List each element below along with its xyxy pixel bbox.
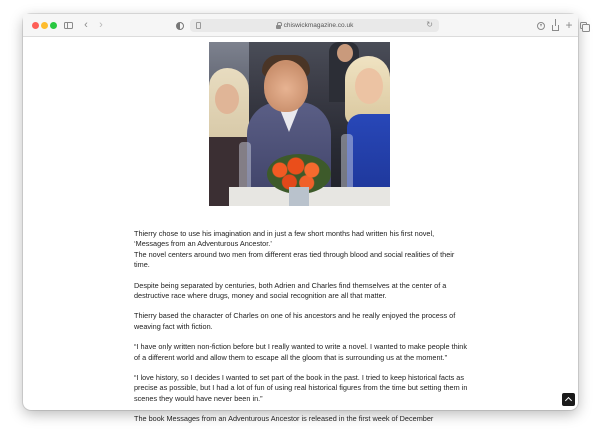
browser-toolbar [23, 14, 578, 37]
scroll-to-top-button[interactable] [562, 393, 575, 406]
article-body [134, 229, 470, 435]
lock-icon [276, 25, 281, 29]
download-icon[interactable] [536, 19, 546, 32]
plus-icon[interactable]: + [565, 18, 573, 32]
browser-window [23, 14, 578, 424]
chevron-up-icon [565, 397, 572, 404]
address-bar[interactable] [190, 19, 439, 32]
share-icon[interactable] [550, 19, 560, 32]
minimize-window-button[interactable] [41, 22, 48, 29]
reload-icon[interactable]: ↻ [426, 20, 433, 29]
article-paragraph: Despite being separated by centuries, both Adrien and Charles find themselves at the center of a destructive race where drugs, money and social recognition are all that matter. [134, 280, 447, 301]
tab-overview-icon[interactable] [578, 19, 588, 32]
article-paragraph: The book Messages from an Adventurous Ancestor is released in the first week of December [134, 414, 434, 424]
close-window-button[interactable] [32, 22, 39, 29]
url-text[interactable]: chiswickmagazine.co.uk [283, 22, 354, 29]
article-photo [209, 42, 390, 206]
sidebar-icon[interactable] [63, 19, 73, 32]
article-paragraph: “I love history, so I decides I wanted to set part of the book in the past. I tried to keep historical facts as precise as possible, but I had a lot of fun of using real historical figures from the time but setting them in scenes they would have never been in.” [134, 373, 468, 403]
chevron-right-icon[interactable]: › [99, 19, 103, 31]
article-paragraph: “I have only written non-fiction before but I really wanted to write a novel. I wanted to make people think of a different world and allow them to escape all the gloom that is surrounding us at the moment.” [134, 342, 468, 362]
article-paragraph: Thierry chose to use his imagination and in just a few short months had written his first novel, ‘Messages from an Adventurous Ancestor.’ The novel centers around two men from different eras tied through blood and social realities of their time. [134, 229, 455, 270]
shield-icon[interactable] [175, 19, 185, 32]
article-paragraph: Thierry based the character of Charles on one of his ancestors and he really enjoyed the process of weaving fact with fiction. [134, 311, 456, 331]
zoom-window-button[interactable] [50, 22, 57, 29]
page-icon [196, 22, 201, 29]
page-content [23, 37, 578, 424]
chevron-left-icon[interactable]: ‹ [84, 19, 88, 31]
